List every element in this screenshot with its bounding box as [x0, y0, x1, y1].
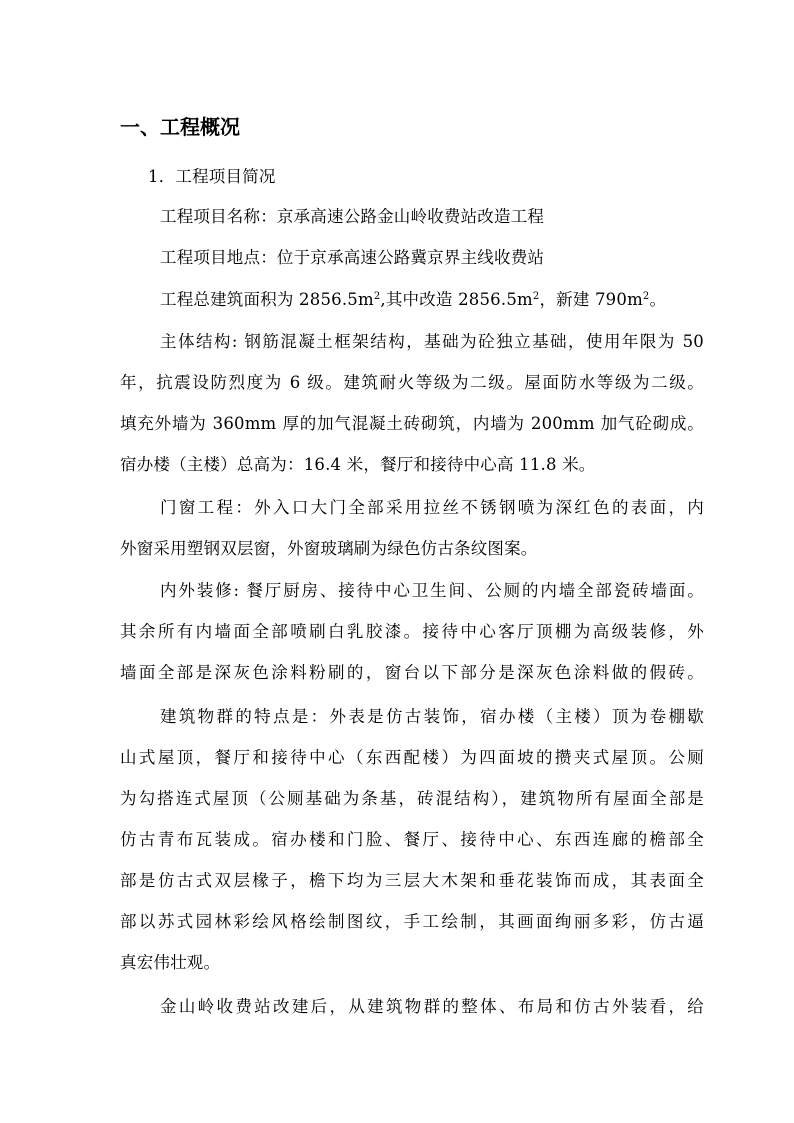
area-text-1: 工程总建筑面积为 2856.5m — [160, 290, 374, 309]
decoration-line: 内外装修: 餐厅厨房、接待中心卫生间、公厕的内墙全部瓷砖墙面。 — [160, 581, 704, 600]
area-line — [160, 285, 666, 315]
structure-line: 宿办楼（主楼）总高为：16.4 米，餐厅和接待中心高 11.8 米。 — [120, 455, 596, 474]
structure-line: 年，抗震设防烈度为 6 级。建筑耐火等级为二级。屋面防水等级为二级。 — [120, 373, 704, 392]
features-line: 仿古青布瓦装成。宿办楼和门脸、餐厅、接待中心、东西连廊的檐部全 — [120, 830, 704, 849]
features-line: 山式屋顶，餐厅和接待中心（东西配楼）为四面坡的攒夹式屋顶。公厕 — [120, 748, 704, 767]
project-name-line: 工程项目名称：京承高速公路金山岭收费站改造工程 — [160, 207, 545, 226]
decoration-line: 其余所有内墙面全部喷刷白乳胶漆。接待中心客厅顶棚为高级装修，外 — [120, 622, 704, 641]
section-heading: 一、工程概况 — [120, 115, 240, 139]
features-line: 部以苏式园林彩绘风格绘制图纹，手工绘制，其画面绚丽多彩，仿古逼 — [120, 912, 704, 931]
features-line: 部是仿古式双层椽子，檐下均为三层大木架和垂花装饰而成，其表面全 — [120, 871, 704, 890]
area-sup-2: 2 — [532, 291, 540, 302]
features-line: 为勾搭连式屋顶（公厕基础为条基，砖混结构），建筑物所有屋面全部是 — [120, 789, 704, 808]
features-line: 真宏伟壮观。 — [120, 953, 221, 972]
area-sup-1: 2 — [373, 291, 381, 302]
structure-line: 填充外墙为 360mm 厚的加气混凝土砖砌筑，内墙为 200mm 加气砼砌成。 — [120, 414, 704, 433]
structure-line: 主体结构: 钢筋混凝土框架结构，基础为砼独立基础，使用年限为 50 — [160, 332, 704, 351]
area-sup-3: 2 — [642, 291, 650, 302]
area-text-4: 。 — [649, 290, 667, 309]
project-location-line: 工程项目地点：位于京承高速公路冀京界主线收费站 — [160, 248, 545, 267]
closing-line: 金山岭收费站改建后，从建筑物群的整体、布局和仿古外装看，给 — [160, 997, 704, 1016]
area-text-2: ,其中改造 2856.5m — [380, 290, 533, 309]
area-text-3: ，新建 790m — [539, 290, 643, 309]
features-line: 建筑物群的特点是：外表是仿古装饰，宿办楼（主楼）顶为卷棚歇 — [160, 707, 704, 726]
doors-line: 门窗工程：外入口大门全部采用拉丝不锈钢喷为深红色的表面，内 — [160, 498, 704, 517]
sub-heading: 1．工程项目简况 — [148, 167, 276, 186]
doors-line: 外窗采用塑钢双层窗，外窗玻璃刷为绿色仿古条纹图案。 — [120, 539, 538, 558]
decoration-line: 墙面全部是深灰色涂料粉刷的，窗台以下部分是深灰色涂料做的假砖。 — [120, 663, 704, 682]
